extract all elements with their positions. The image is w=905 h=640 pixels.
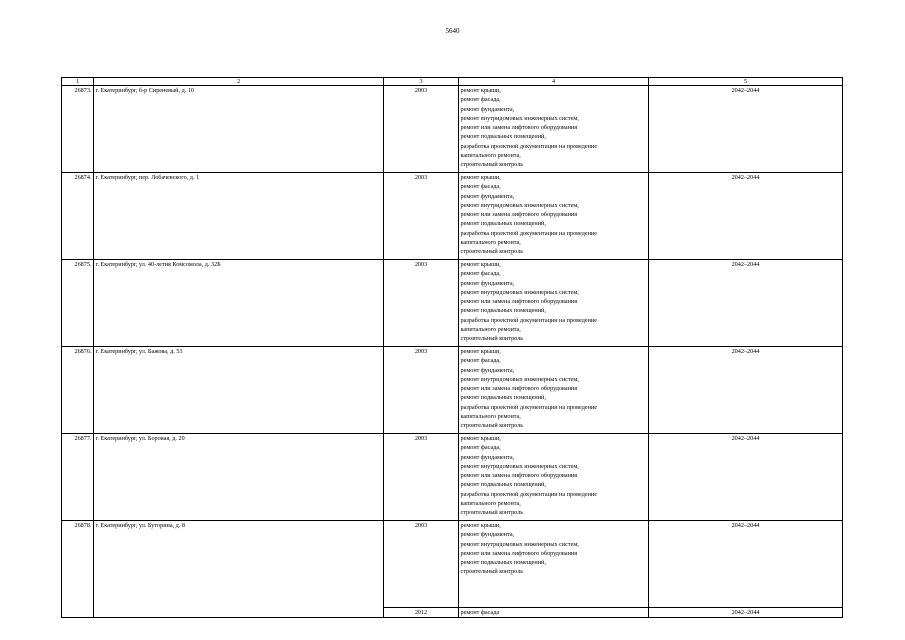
work-item: ремонт внутридомовых инженерных систем,	[460, 114, 579, 122]
work-item: ремонт или замена лифтового оборудования	[460, 549, 578, 557]
row-number: 26874.	[62, 173, 94, 260]
column-number-row	[62, 78, 843, 86]
column-number-1: 1	[62, 78, 94, 86]
work-item: разработка проектной документации на проведение	[460, 229, 597, 237]
row-year: 2003	[384, 521, 459, 608]
work-item: ремонт фасада,	[460, 183, 501, 191]
work-item: ремонт или замена лифтового оборудования	[460, 298, 578, 306]
subrow-works	[459, 608, 649, 618]
row-period: 2042–2044	[649, 521, 843, 608]
row-works	[459, 521, 649, 608]
work-item: ремонт подвальных помещений,	[460, 220, 546, 228]
work-item: ремонт фундамента,	[460, 453, 515, 461]
subrow-year: 2012	[384, 608, 459, 618]
row-address: г. Екатеринбург, б-р Сиреневый, д. 10	[94, 86, 384, 173]
row-period: 2042–2044	[649, 347, 843, 434]
work-item: разработка проектной документации на проведение	[460, 403, 597, 411]
work-item: ремонт крыши,	[460, 435, 501, 442]
row-number: 26878.	[62, 521, 94, 618]
work-item: разработка проектной документации на проведение	[460, 142, 597, 150]
row-works	[459, 347, 649, 434]
row-address: г. Екатеринбург, ул. Боровая, д. 29	[94, 434, 384, 521]
row-year: 2003	[384, 86, 459, 173]
row-address: г. Екатеринбург, ул. Бажова, д. 53	[94, 347, 384, 434]
work-item: ремонт фундамента,	[460, 366, 515, 374]
work-item: капитального ремонта,	[460, 413, 521, 421]
work-item: ремонт или замена лифтового оборудования	[460, 385, 578, 393]
row-works	[459, 86, 649, 173]
table-body	[62, 78, 843, 618]
work-item: капитального ремонта,	[460, 326, 521, 334]
work-item: ремонт фасада,	[460, 357, 501, 365]
work-item: капитального ремонта,	[460, 152, 521, 160]
work-item: ремонт подвальных помещений,	[460, 307, 546, 315]
work-item: ремонт фундамента,	[460, 192, 515, 200]
work-item: ремонт фасада,	[460, 96, 501, 104]
work-item: ремонт фасада,	[460, 270, 501, 278]
work-item: капитального ремонта,	[460, 239, 521, 247]
row-period: 2042–2044	[649, 260, 843, 347]
row-period: 2042–2044	[649, 86, 843, 173]
work-item: ремонт крыши,	[460, 261, 501, 268]
row-number: 26875.	[62, 260, 94, 347]
work-item: ремонт фундамента,	[460, 279, 515, 287]
column-number-5: 5	[649, 78, 843, 86]
work-item: ремонт внутридомовых инженерных систем,	[460, 462, 579, 470]
row-works	[459, 260, 649, 347]
row-works	[459, 434, 649, 521]
work-item: ремонт крыши,	[460, 174, 501, 181]
work-item: строительный контроль	[460, 509, 524, 517]
row-year: 2003	[384, 347, 459, 434]
row-year: 2003	[384, 173, 459, 260]
table-row	[62, 521, 843, 608]
work-item: ремонт внутридомовых инженерных систем,	[460, 201, 579, 209]
work-item: разработка проектной документации на проведение	[460, 490, 597, 498]
table-row	[62, 347, 843, 434]
work-item: ремонт подвальных помещений,	[460, 559, 546, 567]
table-row	[62, 86, 843, 173]
work-item: ремонт или замена лифтового оборудования	[460, 472, 578, 480]
row-number: 26873.	[62, 86, 94, 173]
work-item: строительный контроль	[460, 248, 524, 256]
row-works	[459, 173, 649, 260]
work-item: ремонт или замена лифтового оборудования	[460, 124, 578, 132]
work-item: ремонт внутридомовых инженерных систем,	[460, 540, 579, 548]
work-item: ремонт фасада,	[460, 444, 501, 452]
work-item: ремонт подвальных помещений,	[460, 133, 546, 141]
column-number-3: 3	[384, 78, 459, 86]
work-item: ремонт фундамента,	[460, 531, 515, 539]
repair-schedule-table	[61, 77, 843, 618]
row-number: 26876.	[62, 347, 94, 434]
row-year: 2003	[384, 434, 459, 521]
work-item: ремонт фасада	[460, 609, 500, 616]
table-row	[62, 434, 843, 521]
subrow-period: 2042–2044	[649, 608, 843, 618]
table-row	[62, 173, 843, 260]
work-item: ремонт подвальных помещений,	[460, 481, 546, 489]
row-address: г. Екатеринбург, ул. 40-летия Комсомола, д. 32Б	[94, 260, 384, 347]
work-item: строительный контроль	[460, 161, 524, 169]
work-item: ремонт подвальных помещений,	[460, 394, 546, 402]
work-item: ремонт внутридомовых инженерных систем,	[460, 288, 579, 296]
page-number: 5640	[445, 27, 460, 35]
work-item: капитального ремонта,	[460, 500, 521, 508]
row-number: 26877.	[62, 434, 94, 521]
work-item: ремонт внутридомовых инженерных систем,	[460, 375, 579, 383]
table-row	[62, 260, 843, 347]
row-period: 2042–2044	[649, 434, 843, 521]
work-item: ремонт или замена лифтового оборудования	[460, 211, 578, 219]
work-item: ремонт крыши,	[460, 348, 501, 355]
work-item: разработка проектной документации на проведение	[460, 316, 597, 324]
column-number-2: 2	[94, 78, 384, 86]
work-item: ремонт фундамента,	[460, 105, 515, 113]
column-number-4: 4	[459, 78, 649, 86]
row-address: г. Екатеринбург, ул. Буторина, д. 8	[94, 521, 384, 618]
work-item: строительный контроль	[460, 568, 524, 576]
work-item: строительный контроль	[460, 335, 524, 343]
work-item: строительный контроль	[460, 422, 524, 430]
work-item: ремонт крыши,	[460, 522, 501, 529]
work-item: ремонт крыши,	[460, 87, 501, 94]
row-period: 2042–2044	[649, 173, 843, 260]
row-year: 2003	[384, 260, 459, 347]
row-address: г. Екатеринбург, пер. Лобачевского, д. 1	[94, 173, 384, 260]
